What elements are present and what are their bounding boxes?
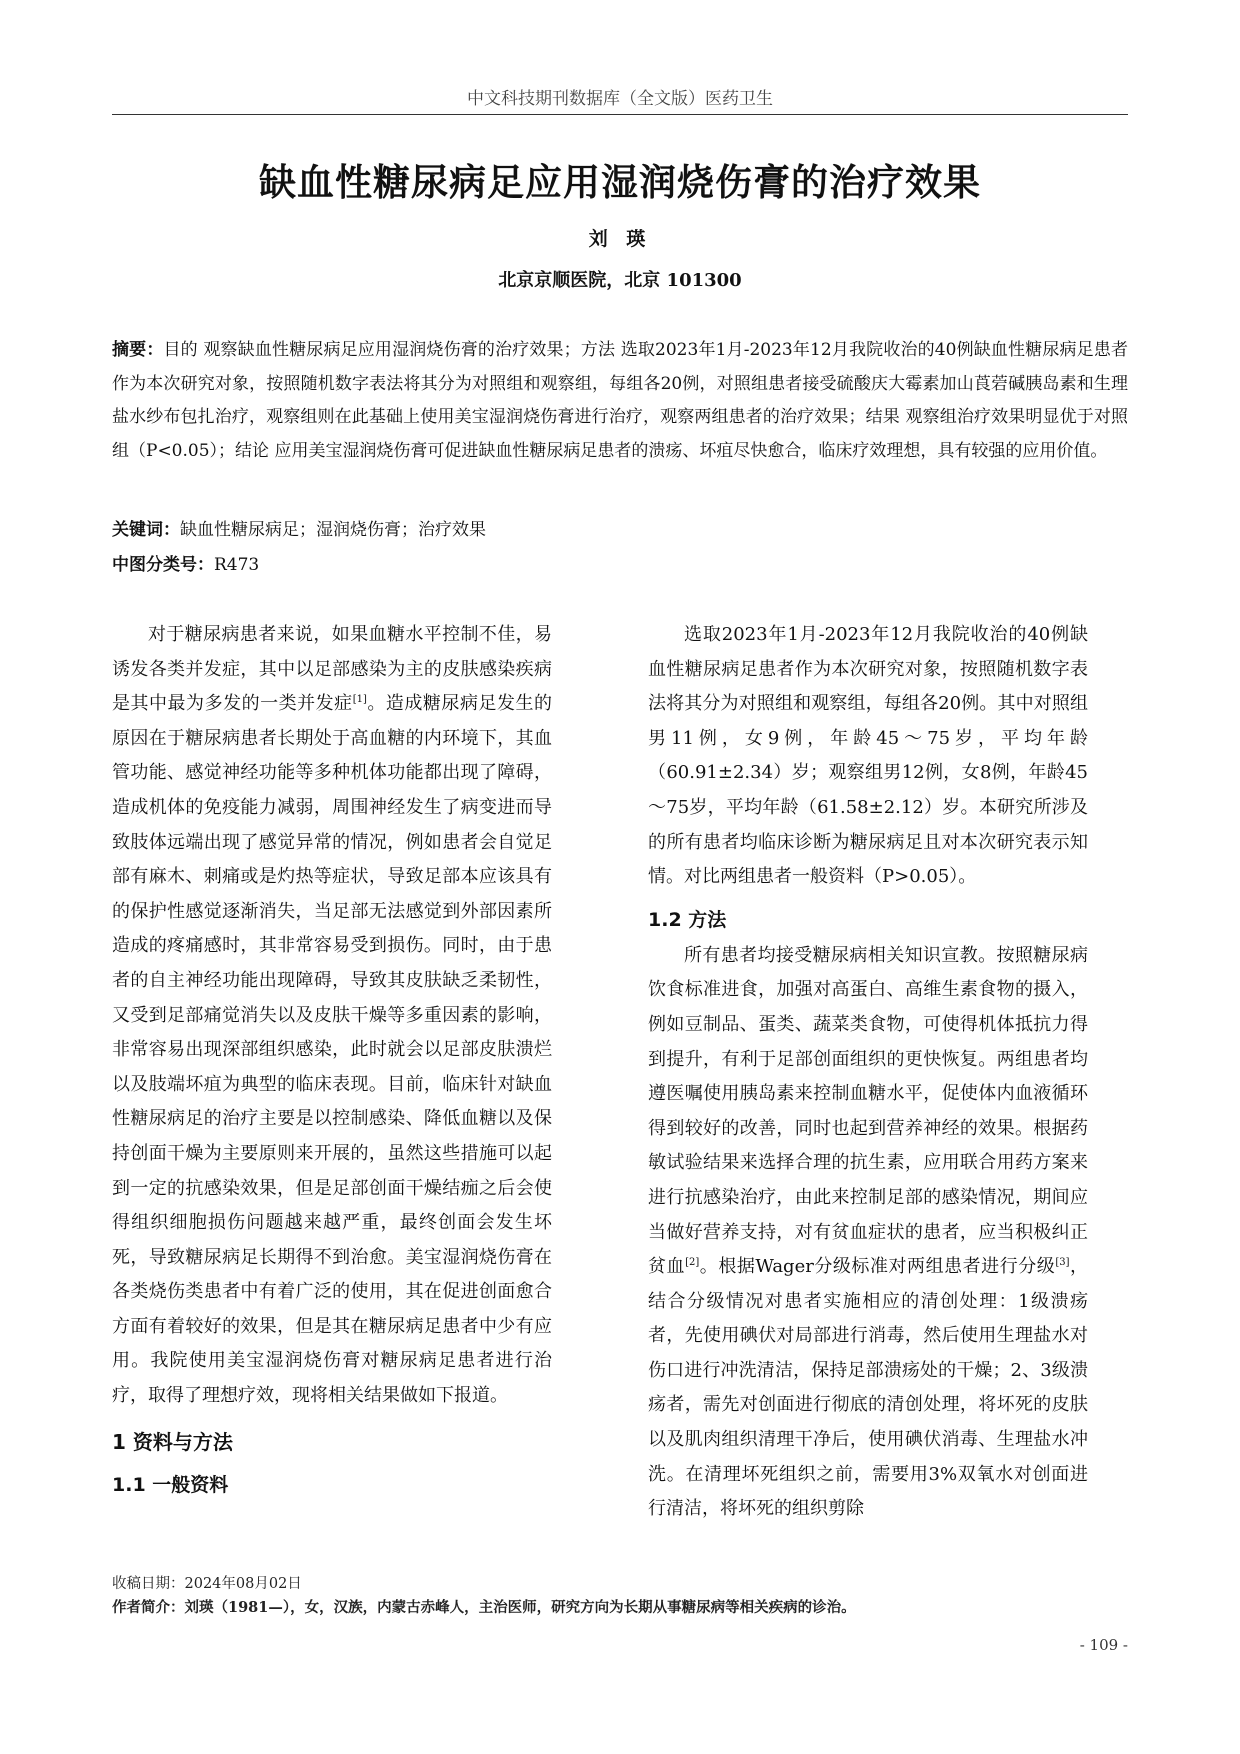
author-affiliation: 北京京顺医院，北京 101300 (498, 270, 742, 291)
classification-label: 中图分类号： (112, 555, 214, 575)
keywords-text: 缺血性糖尿病足；湿润烧伤膏；治疗效果 (180, 520, 486, 540)
running-header: 中文科技期刊数据库（全文版）医药卫生 (467, 89, 773, 109)
abstract (112, 334, 1128, 468)
keywords-label: 关键词： (112, 520, 180, 540)
abstract-label: 摘要： (112, 340, 164, 360)
method-paragraph (648, 939, 1088, 1527)
intro-paragraph (112, 618, 552, 1414)
footnotes (112, 1572, 1128, 1620)
classification-value: R473 (214, 555, 260, 575)
citation-3: [3] (1055, 1257, 1070, 1269)
received-date: 收稿日期：2024年08月02日 (112, 1576, 302, 1592)
right-column (648, 618, 1088, 1527)
method-text-c: ，结合分级情况对患者实施相应的清创处理：1级溃疡者，先使用碘伏对局部进行消毒，然后使用生理盐水对伤口进行冲洗清洁，保持足部溃疡处的干燥；2、3级溃疡者，需先对创面进行彻底的清创处理，将坏死的皮肤以及肌肉组织清理干净后，使用碘伏消毒、生理盐水冲洗。在清理坏死组织之前，需要用3%双氧水对创面进行清洁，将坏死的组织剪除 (648, 1256, 1089, 1520)
section-heading-1-1: 1.1 一般资料 (112, 1473, 229, 1496)
intro-text-b: 。造成糖尿病足发生的原因在于糖尿病患者长期处于高血糖的内环境下，其血管功能、感觉神经功能等多种机体功能都出现了障碍，造成机体的免疫能力减弱，周围神经发生了病变进而导致肢体远端出现了感觉异常的情况，例如患者会自觉足部有麻木、刺痛或是灼热等症状，导致足部本应该具有的保护性感觉逐渐消失，当足部无法感觉到外部因素所造成的疼痛感时，其非常容易受到损伤。同时，由于患者的自主神经功能出现障碍，导致其皮肤缺乏柔韧性，又受到足部痛觉消失以及皮肤干燥等多重因素的影响，非常容易出现深部组织感染，此时就会以足部皮肤溃烂以及肢端坏疽为典型的临床表现。目前，临床针对缺血性糖尿病足的治疗主要是以控制感染、降低血糖以及保持创面干燥为主要原则来开展的，虽然这些措施可以起到一定的抗感染效果，但是足部创面干燥结痂之后会使得组织细胞损伤问题越来越严重，最终创面会发生坏死，导致糖尿病足长期得不到治愈。美宝湿润烧伤膏在各类烧伤类患者中有着广泛的使用，其在促进创面愈合方面有着较好的效果，但是其在糖尿病足患者中少有应用。我院使用美宝湿润烧伤膏对糖尿病足患者进行治疗，取得了理想疗效，现将相关结果做如下报道。 (112, 693, 553, 1407)
method-text-a: 所有患者均接受糖尿病相关知识宣教。按照糖尿病饮食标准进食，加强对高蛋白、高维生素食物的摄入，例如豆制品、蛋类、蔬菜类食物，可使得机体抵抗力得到提升，有利于足部创面组织的更快恢复。两组患者均遵医嘱使用胰岛素来控制血糖水平，促使体内血液循环得到较好的改善，同时也起到营养神经的效果。根据药敏试验结果来选择合理的抗生素，应用联合用药方案来进行抗感染治疗，由此来控制足部的感染情况，期间应当做好营养支持，对有贫血症状的患者，应当积极纠正贫血 (648, 944, 1088, 1278)
header-rule (112, 114, 1128, 115)
left-column (112, 618, 552, 1504)
author-bio: 作者简介：刘瑛（1981—），女，汉族，内蒙古赤峰人，主治医师，研究方向为长期从事糖尿病等相关疾病的诊治。 (112, 1599, 856, 1616)
method-text-b: 。根据Wager分级标准对两组患者进行分级 (699, 1256, 1056, 1278)
abstract-text: 目的 观察缺血性糖尿病足应用湿润烧伤膏的治疗效果；方法 选取2023年1月-2023年12月我院收治的40例缺血性糖尿病足患者作为本次研究对象，按照随机数字表法将其分为对照组和观察组，每组各20例，对照组患者接受硫酸庆大霉素加山莨菪碱胰岛素和生理盐水纱布包扎治疗，观察组则在此基础上使用美宝湿润烧伤膏进行治疗，观察两组患者的治疗效果；结果 观察组治疗效果明显优于对照组（P<0.05）；结论 应用美宝湿润烧伤膏可促进缺血性糖尿病足患者的溃疡、坏疽尽快愈合，临床疗效理想，具有较强的应用价值。 (112, 340, 1128, 461)
keywords (112, 515, 1128, 540)
classification-number (112, 550, 1128, 575)
section-heading-1: 1 资料与方法 (112, 1429, 233, 1454)
general-info-paragraph: 选取2023年1月-2023年12月我院收治的40例缺血性糖尿病足患者作为本次研究对象，按照随机数字表法将其分为对照组和观察组，每组各20例。其中对照组男11例，女9例，年龄45～75岁，平均年龄（60.91±2.34）岁；观察组男12例，女8例，年龄45～75岁，平均年龄（61.58±2.12）岁。本研究所涉及的所有患者均临床诊断为糖尿病足且对本次研究表示知情。对比两组患者一般资料（P>0.05）。 (648, 624, 1088, 888)
article-title: 缺血性糖尿病足应用湿润烧伤膏的治疗效果 (259, 161, 981, 204)
section-heading-1-2: 1.2 方法 (648, 908, 727, 931)
page-number: - 109 - (1079, 1636, 1128, 1654)
citation-1: [1] (352, 694, 367, 706)
intro-text-a: 对于糖尿病患者来说，如果血糖水平控制不佳，易诱发各类并发症，其中以足部感染为主的皮肤感染疾病是其中最为多发的一类并发症 (112, 624, 552, 715)
author-name: 刘 瑛 (588, 228, 652, 250)
citation-2: [2] (685, 1257, 700, 1269)
